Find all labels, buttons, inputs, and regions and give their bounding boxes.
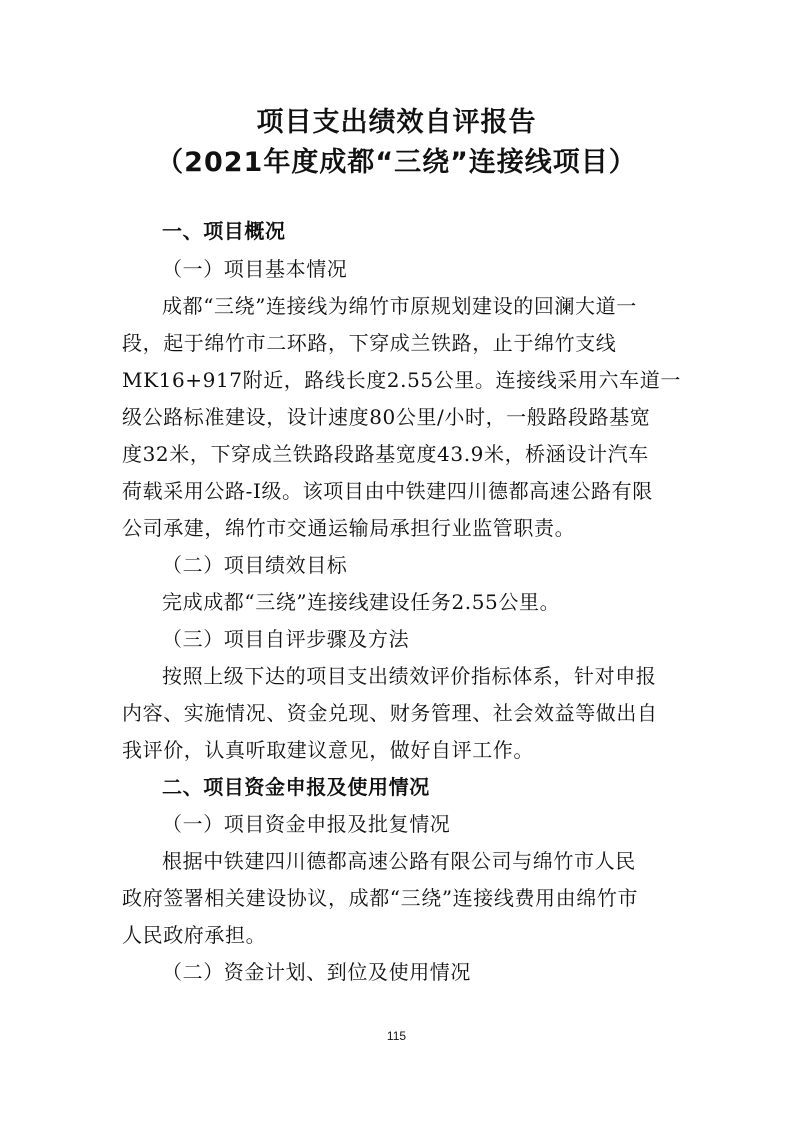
section-heading-2: 二、项目资金申报及使用情况 bbox=[162, 775, 430, 799]
paragraph-line: 度32米，下穿成兰铁路段路基宽度43.9米，桥涵设计汽车 bbox=[122, 442, 649, 466]
paragraph-line: 级公路标准建设，设计速度80公里/小时，一般路段路基宽 bbox=[122, 405, 651, 429]
paragraph-line: 按照上级下达的项目支出绩效评价指标体系，针对申报 bbox=[162, 664, 657, 688]
title-line-2: （2021年度成都“三绕”连接线项目） bbox=[156, 147, 637, 178]
subsection-heading-5: （二）资金计划、到位及使用情况 bbox=[162, 960, 471, 984]
paragraph-line: MK16+917附近，路线长度2.55公里。连接线采用六车道一 bbox=[122, 368, 681, 392]
paragraph-line: 内容、实施情况、资金兑现、财务管理、社会效益等做出自 bbox=[122, 701, 658, 725]
paragraph-line: 政府签署相关建设协议，成都“三绕”连接线费用由绵竹市 bbox=[122, 886, 639, 910]
subsection-heading-2: （二）项目绩效目标 bbox=[162, 553, 348, 577]
paragraph-line: 公司承建，绵竹市交通运输局承担行业监管职责。 bbox=[122, 516, 576, 540]
subsection-heading-1: （一）项目基本情况 bbox=[162, 257, 348, 281]
section-heading-1: 一、项目概况 bbox=[162, 219, 286, 243]
paragraph-line: 完成成都“三绕”连接线建设任务2.55公里。 bbox=[162, 590, 561, 614]
paragraph-line: 荷载采用公路-I级。该项目由中铁建四川德都高速公路有限 bbox=[122, 479, 653, 503]
subsection-heading-3: （三）项目自评步骤及方法 bbox=[162, 627, 410, 651]
title-line-1: 项目支出绩效自评报告 bbox=[256, 107, 537, 138]
paragraph-line: 我评价，认真听取建议意见，做好自评工作。 bbox=[122, 738, 534, 762]
paragraph-line: 段，起于绵竹市二环路，下穿成兰铁路，止于绵竹支线 bbox=[122, 331, 617, 355]
page-number: 115 bbox=[386, 1029, 407, 1043]
paragraph-line: 人民政府承担。 bbox=[122, 923, 267, 947]
paragraph-line: 根据中铁建四川德都高速公路有限公司与绵竹市人民 bbox=[162, 849, 636, 873]
paragraph-line: 成都“三绕”连接线为绵竹市原规划建设的回澜大道一 bbox=[162, 294, 637, 318]
subsection-heading-4: （一）项目资金申报及批复情况 bbox=[162, 812, 451, 836]
